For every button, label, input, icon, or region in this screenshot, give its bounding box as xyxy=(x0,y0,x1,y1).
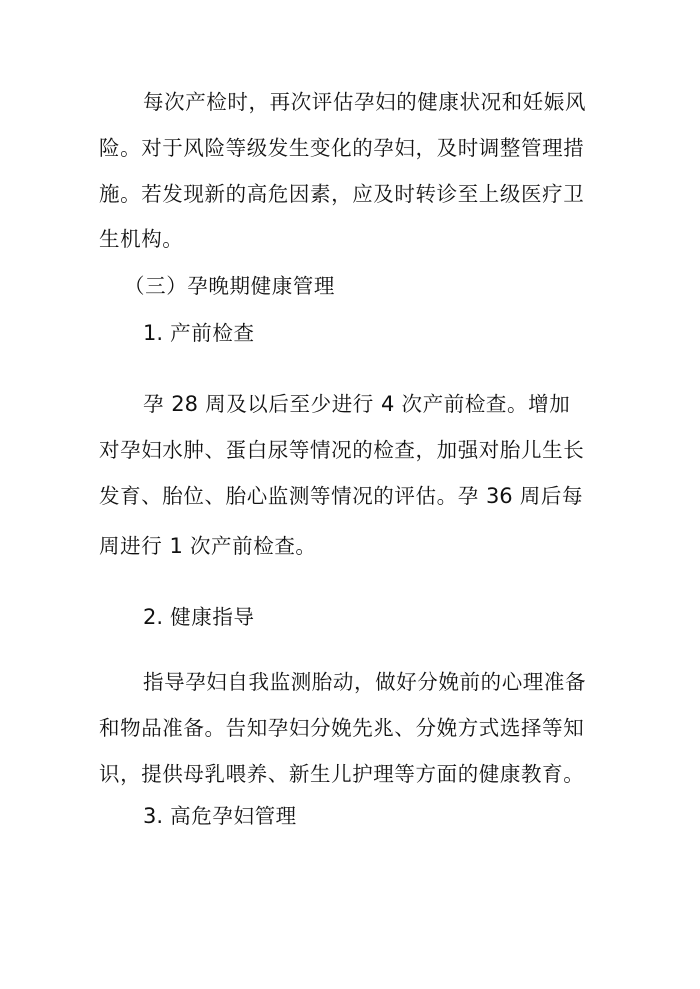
paragraph-1-line-4: 生机构。 xyxy=(99,227,184,251)
item-2-heading xyxy=(143,607,700,628)
item-1-heading xyxy=(143,323,700,344)
paragraph-3-line-2: 和物品准备。告知孕妇分娩先兆、分娩方式选择等知 xyxy=(99,716,585,740)
section-heading: （三）孕晚期健康管理 xyxy=(124,274,335,298)
paragraph-2-line-2: 对孕妇水肿、蛋白尿等情况的检查，加强对胎儿生长 xyxy=(99,438,585,462)
paragraph-2-line-4 xyxy=(99,536,700,557)
item-2-title: 健康指导 xyxy=(170,605,255,629)
item-3-title: 高危孕妇管理 xyxy=(170,804,297,828)
paragraph-2-line-3 xyxy=(99,486,700,507)
paragraph-2-number: 1 xyxy=(169,534,183,558)
item-2-number: 2. xyxy=(143,605,164,629)
paragraph-2-text: 孕 xyxy=(143,392,165,416)
item-3-number: 3. xyxy=(143,804,164,828)
paragraph-2-text: 发育、胎位、胎心监测等情况的评估。孕 xyxy=(99,484,479,508)
paragraph-1-line-2: 险。对于风险等级发生变化的孕妇，及时调整管理措 xyxy=(99,136,585,160)
item-1-number: 1. xyxy=(143,321,164,345)
paragraph-3-line-1: 指导孕妇自我监测胎动，做好分娩前的心理准备 xyxy=(143,670,587,694)
paragraph-3-line-3: 识，提供母乳喂养、新生儿护理等方面的健康教育。 xyxy=(99,762,585,786)
paragraph-2-text: 次产前检查。 xyxy=(189,534,317,558)
paragraph-2-text: 周后每 xyxy=(519,484,584,508)
paragraph-1-line-1: 每次产检时，再次评估孕妇的健康状况和妊娠风 xyxy=(143,90,587,114)
paragraph-2-line-1 xyxy=(143,394,700,415)
paragraph-2-number: 4 xyxy=(381,392,395,416)
item-3-heading xyxy=(143,806,700,827)
paragraph-2-number: 36 xyxy=(485,484,513,508)
paragraph-2-text: 周及以后至少进行 xyxy=(205,392,374,416)
item-1-title: 产前检查 xyxy=(170,321,255,345)
paragraph-2-text: 次产前检查。增加 xyxy=(401,392,571,416)
paragraph-2-number: 28 xyxy=(171,392,198,416)
paragraph-1-line-3: 施。若发现新的高危因素，应及时转诊至上级医疗卫 xyxy=(99,182,585,206)
paragraph-2-text: 周进行 xyxy=(99,534,163,558)
